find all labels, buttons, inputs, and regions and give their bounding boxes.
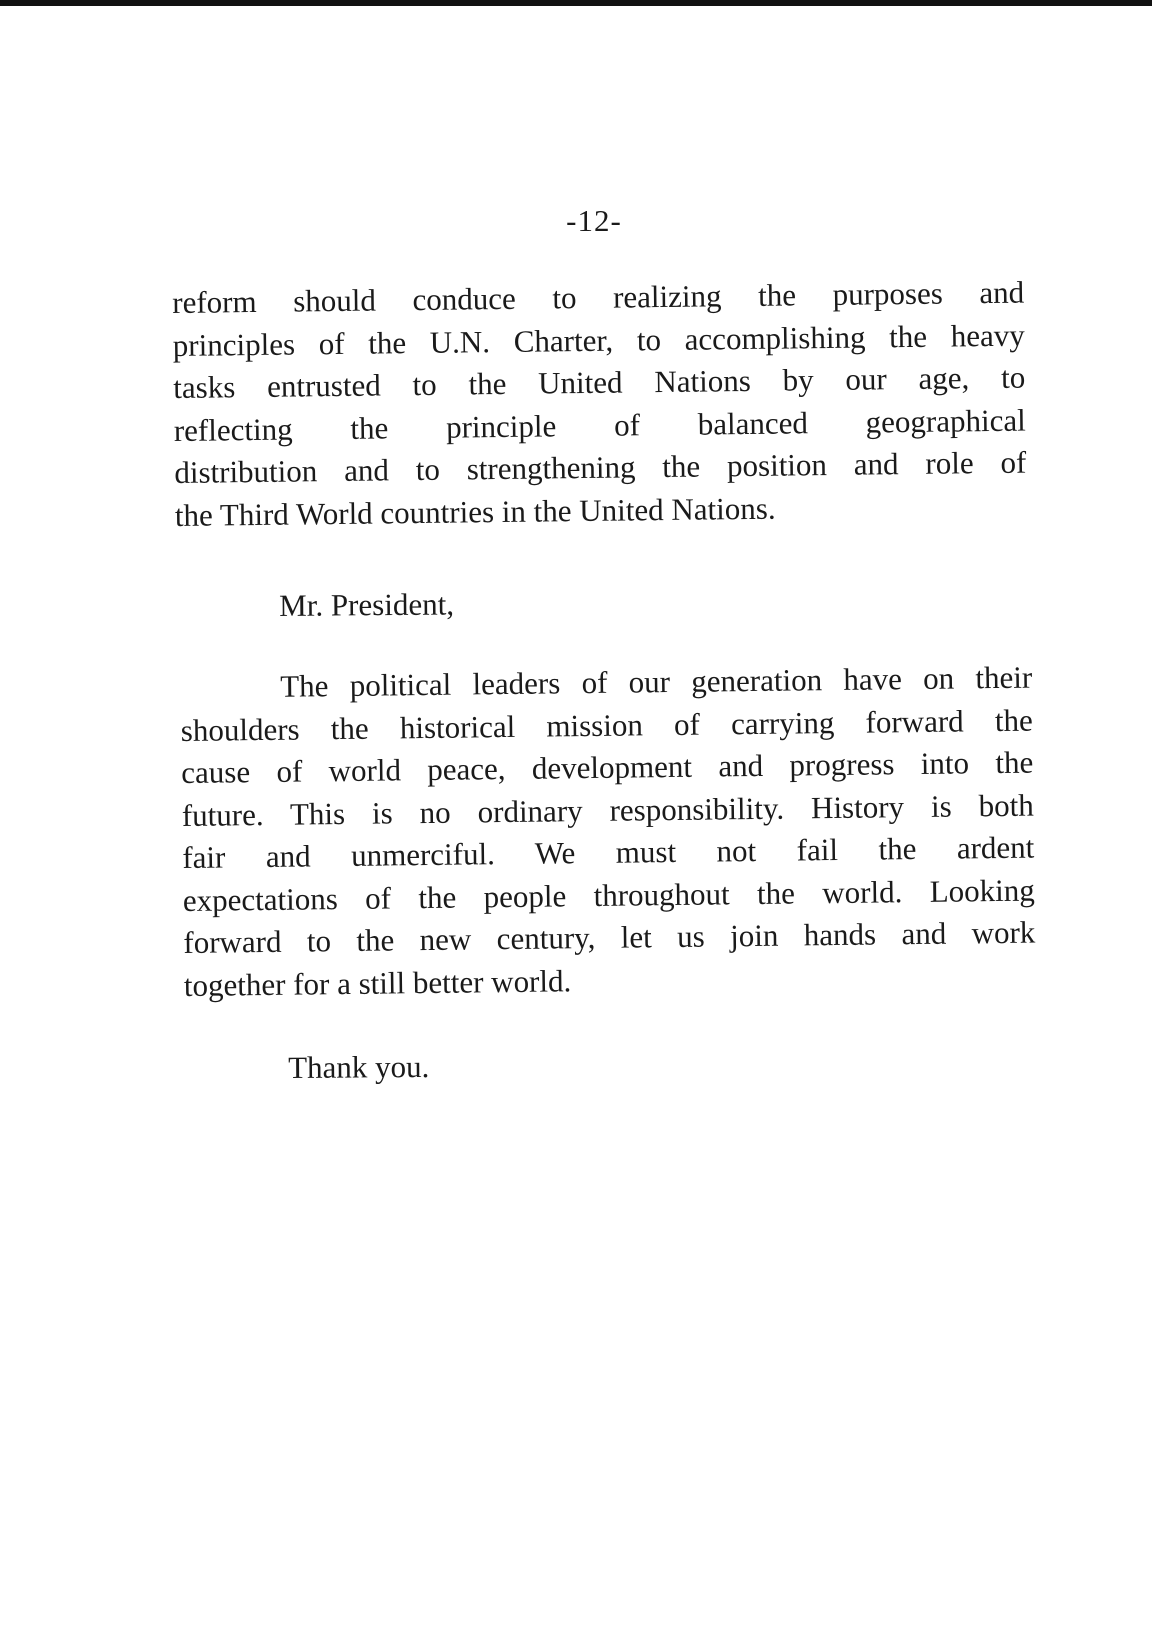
text-line: cause of world peace, development and progress into the bbox=[181, 744, 1034, 790]
scan-top-edge bbox=[0, 0, 1152, 6]
text-line: tasks entrusted to the United Nations by our age, to bbox=[173, 359, 1026, 405]
closing bbox=[288, 1044, 688, 1089]
salutation bbox=[279, 581, 779, 628]
paragraph-reform bbox=[172, 272, 1027, 537]
text-line: the Third World countries in the United Nations. bbox=[174, 490, 776, 533]
text-line: reflecting the principle of balanced geographical bbox=[173, 402, 1026, 448]
text-line: forward to the new century, let us join hands and work bbox=[183, 914, 1036, 960]
closing-text: Thank you. bbox=[288, 1049, 430, 1085]
text-line: future. This is no ordinary responsibility. History is both bbox=[181, 787, 1034, 833]
text-line: principles of the U.N. Charter, to accomplishing the heavy bbox=[172, 317, 1025, 363]
salutation-text: Mr. President, bbox=[279, 586, 455, 623]
paragraph-political-leaders bbox=[180, 657, 1036, 1007]
text-line: together for a still better world. bbox=[183, 962, 572, 1003]
text-line: The political leaders of our generation have on their bbox=[280, 659, 1033, 704]
text-line: reform should conduce to realizing the purposes and bbox=[172, 274, 1025, 320]
page-number: -12- bbox=[566, 203, 622, 238]
text-line: fair and unmerciful. We must not fail the ardent bbox=[182, 829, 1035, 875]
text-line: distribution and to strengthening the position and role of bbox=[174, 444, 1027, 490]
text-line: expectations of the people throughout the world. Looking bbox=[182, 872, 1035, 918]
text-line: shoulders the historical mission of carrying forward the bbox=[180, 702, 1033, 748]
